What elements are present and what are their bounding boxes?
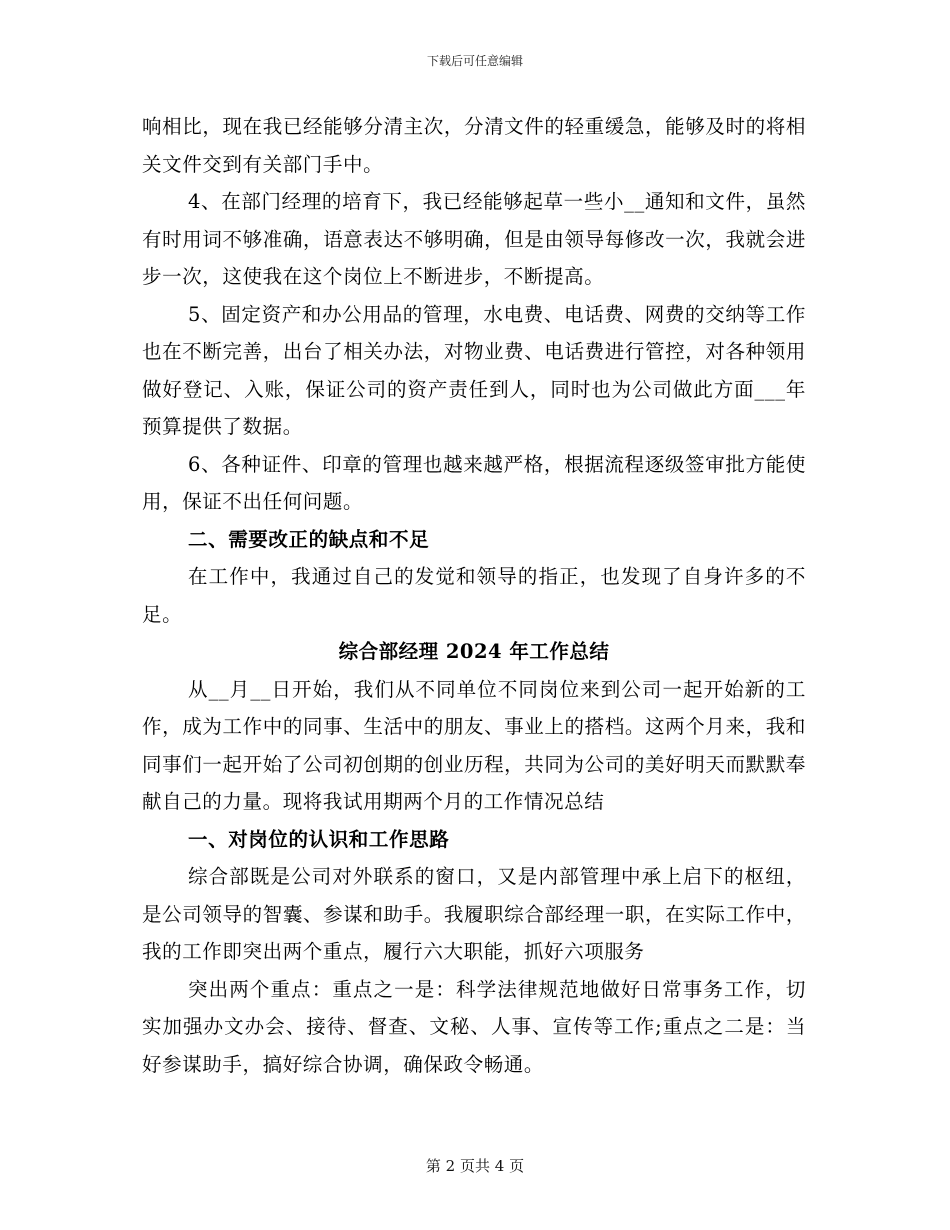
section-heading-role: 一、对岗位的认识和工作思路 [188, 827, 450, 851]
page-footer: 第 2 页共 4 页 [425, 1157, 525, 1175]
document-body [142, 108, 806, 1083]
paragraph-focus: 突出两个重点：重点之一是：科学法律规范地做好日常事务工作，切实加强办文办会、接待、督查、文秘、人事、宣传等工作;重点之二是：当好参谋助手，搞好综合协调，确保政令畅通。 [142, 977, 806, 1076]
paragraph-continuation: 响相比，现在我已经能够分清主次，分清文件的轻重缓急，能够及时的将相关文件交到有关部门手中。 [142, 115, 806, 176]
section-heading-shortcomings: 二、需要改正的缺点和不足 [188, 527, 430, 551]
paragraph-intro: 从__月__日开始，我们从不同单位不同岗位来到公司一起开始新的工作，成为工作中的同事、生活中的朋友、事业上的搭档。这两个月来，我和同事们一起开始了公司初创期的创业历程，共同为公司的美好明天而默默奉献自己的力量。现将我试用期两个月的工作情况总结 [142, 677, 806, 813]
paragraph-item-6: 6、各种证件、印章的管理也越来越严格，根据流程逐级签审批方能使用，保证不出任何问题。 [142, 452, 806, 513]
paragraph-role: 综合部既是公司对外联系的窗口，又是内部管理中承上启下的枢纽，是公司领导的智囊、参谋和助手。我履职综合部经理一职，在实际工作中，我的工作即突出两个重点，履行六大职能，抓好六项服务 [142, 865, 806, 963]
paragraph-shortcomings: 在工作中，我通过自己的发觉和领导的指正，也发现了自身许多的不足。 [142, 565, 806, 626]
paragraph-item-5: 5、固定资产和办公用品的管理，水电费、电话费、网费的交纳等工作也在不断完善，出台了相关办法，对物业费、电话费进行管控，对各种领用做好登记、入账，保证公司的资产责任到人，同时也为公司做此方面___年预算提供了数据。 [142, 302, 806, 438]
paragraph-item-4: 4、在部门经理的培育下，我已经能够起草一些小__通知和文件，虽然有时用词不够准确，语意表达不够明确，但是由领导每修改一次，我就会进步一次，这使我在这个岗位上不断进步，不断提高。 [142, 190, 806, 288]
document-title: 综合部经理 2024 年工作总结 [338, 640, 610, 663]
page-header: 下载后可任意编辑 [426, 54, 523, 68]
